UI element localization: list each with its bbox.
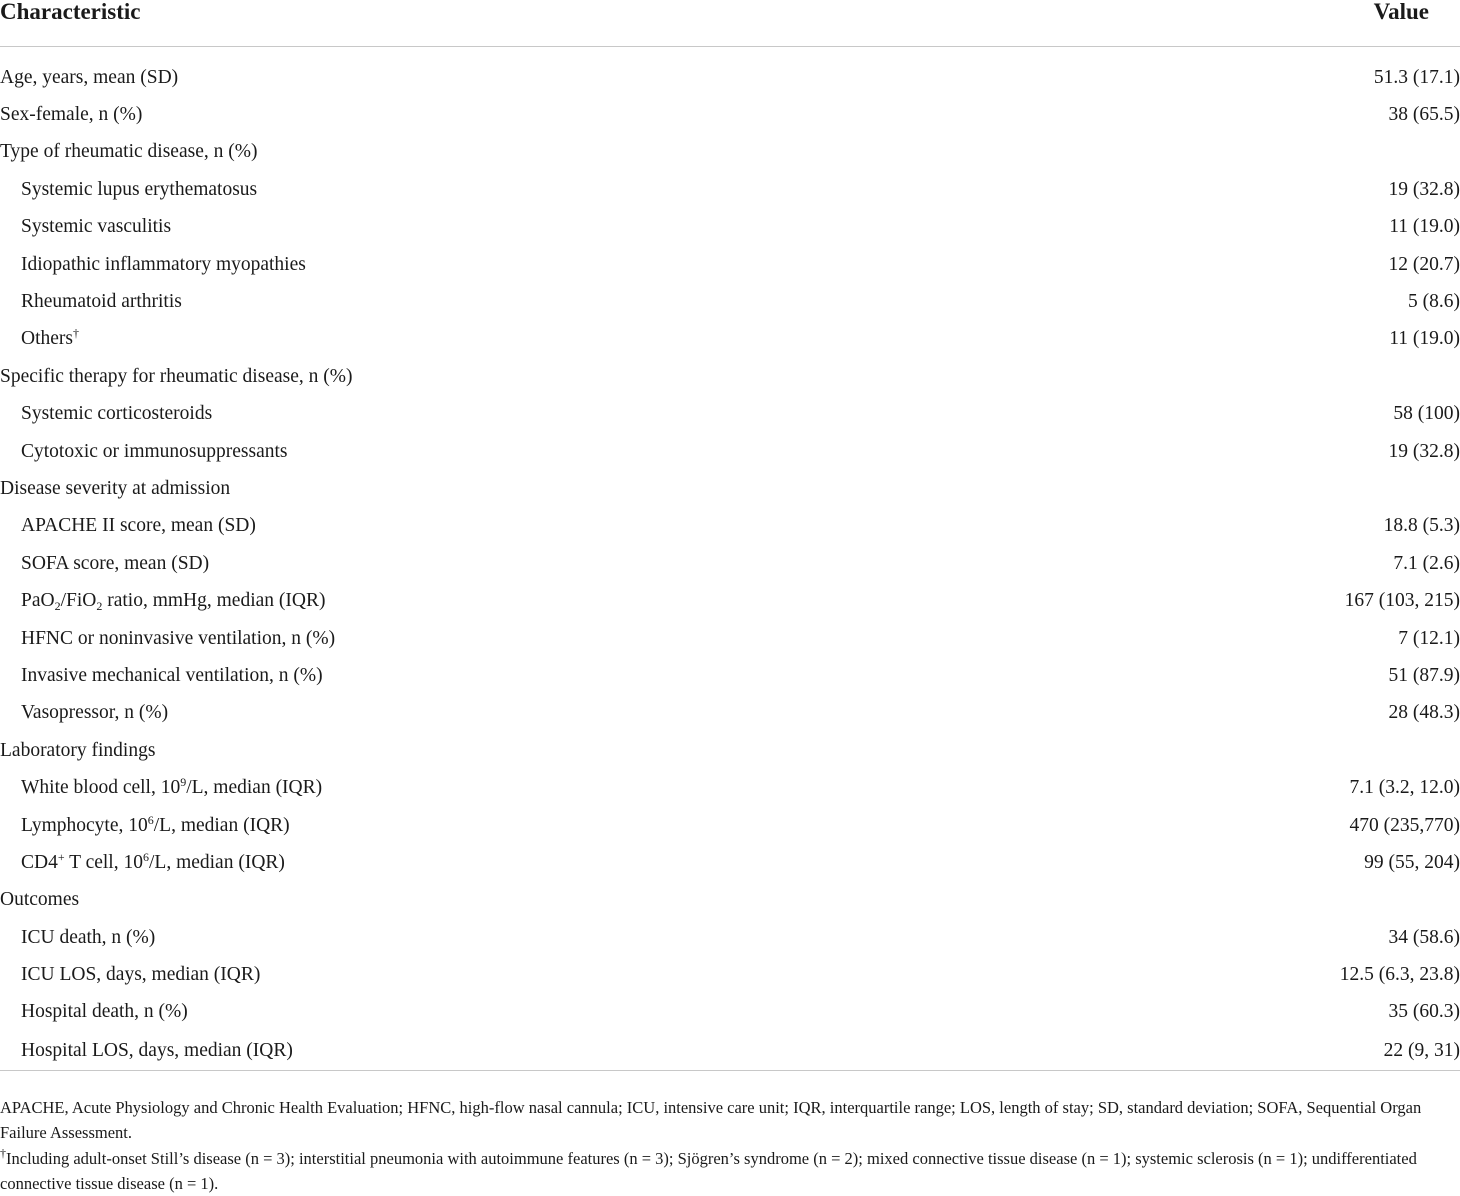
table-row (0, 545, 1460, 582)
row-label (0, 59, 1220, 96)
row-label (0, 582, 1220, 619)
row-label-text: Invasive mechanical ventilation, n (%) (21, 664, 323, 686)
row-label (0, 246, 1220, 283)
row-label-text: ICU death, n (%) (21, 926, 156, 948)
row-value: 58 (100) (1393, 403, 1460, 425)
dagger-mark: † (0, 1146, 6, 1160)
row-label-text: Age, years, mean (SD) (0, 66, 179, 88)
row-label (0, 209, 1220, 246)
table-row (0, 209, 1460, 246)
row-label (0, 508, 1220, 545)
table-row (0, 919, 1460, 956)
table-row (0, 59, 1460, 96)
row-label-text: Rheumatoid arthritis (21, 291, 182, 313)
row-label (0, 545, 1220, 582)
row-label (0, 1031, 1220, 1071)
abbreviations-footnote: APACHE, Acute Physiology and Chronic Health Evaluation; HFNC, high-flow nasal cannula; ICU, intensive care unit; IQR, interquartile range; LOS, length of stay; SD, standard deviation; SOFA, Sequential Organ Failure Assessment. (0, 1098, 1422, 1142)
row-label (0, 956, 1220, 993)
dagger-footnote (0, 1146, 1460, 1196)
header-spacer (0, 47, 1460, 60)
row-label-text: Laboratory findings (0, 739, 156, 761)
row-value (1220, 882, 1460, 919)
row-label-text: HFNC or noninvasive ventilation, n (%) (21, 627, 336, 649)
row-label (0, 732, 1220, 769)
row-label (0, 396, 1220, 433)
table-body (0, 47, 1460, 1071)
row-label-text: CD4 (21, 851, 58, 873)
row-value: 11 (19.0) (1389, 216, 1460, 238)
row-value: 34 (58.6) (1388, 926, 1460, 948)
dagger-footnote-text: Including adult-onset Still’s disease (n = 3); interstitial pneumonia with autoimmune features (n = 3); Sjögren’s syndrome (n = 2); mixed connective tissue disease (n = 1); systemic sclerosis (n = 1); undifferentiated connective tissue disease (n = 1). (0, 1149, 1417, 1193)
table-row (0, 358, 1460, 395)
row-label (0, 433, 1220, 470)
table-row (0, 134, 1460, 171)
row-label (0, 134, 1220, 171)
row-label-text: /L, median (IQR) (186, 777, 323, 799)
row-label-text: SOFA score, mean (SD) (21, 552, 210, 574)
row-label (0, 283, 1220, 320)
row-label (0, 620, 1220, 657)
row-label-text: Lymphocyte, 10 (21, 814, 148, 836)
row-label-text: White blood cell, 10 (21, 777, 181, 799)
row-label (0, 882, 1220, 919)
row-label (0, 657, 1220, 694)
row-value: 35 (60.3) (1388, 1001, 1460, 1023)
row-label-text: Hospital death, n (%) (21, 1001, 188, 1023)
row-label-text: /L, median (IQR) (148, 851, 285, 873)
table-row (0, 321, 1460, 358)
table-row (0, 582, 1460, 619)
row-label-text: Sex-female, n (%) (0, 104, 143, 126)
row-label-text: Type of rheumatic disease, n (%) (0, 141, 258, 163)
table-row (0, 171, 1460, 208)
table-row (0, 508, 1460, 545)
row-label-text: Disease severity at admission (0, 477, 231, 499)
header-characteristic: Characteristic (0, 0, 1220, 47)
table-row (0, 732, 1460, 769)
row-label-text: APACHE II score, mean (SD) (21, 515, 256, 537)
row-value (1220, 358, 1460, 395)
row-value (1220, 732, 1460, 769)
row-label-text: Vasopressor, n (%) (21, 702, 169, 724)
row-value: 167 (103, 215) (1344, 590, 1460, 612)
row-label-text: /L, median (IQR) (153, 814, 290, 836)
table-row (0, 96, 1460, 133)
row-label-text: T cell, 10 (64, 851, 143, 873)
row-label (0, 994, 1220, 1031)
row-value: 18.8 (5.3) (1383, 515, 1460, 537)
row-label (0, 321, 1220, 358)
row-value: 12 (20.7) (1388, 253, 1460, 275)
row-value: 12.5 (6.3, 23.8) (1339, 964, 1460, 986)
table-row (0, 433, 1460, 470)
row-label-superscript: † (73, 326, 79, 341)
row-label-text: ratio, mmHg, median (IQR) (102, 590, 326, 612)
row-label-superscript: 6 (142, 849, 149, 864)
table-header (0, 0, 1460, 47)
row-value: 7.1 (2.6) (1393, 552, 1460, 574)
row-label (0, 695, 1220, 732)
row-label-text: Systemic lupus erythematosus (21, 178, 258, 200)
row-label-text: Outcomes (0, 889, 80, 911)
row-label-text: Idiopathic inflammatory myopathies (21, 253, 306, 275)
row-value: 7.1 (3.2, 12.0) (1349, 777, 1460, 799)
table-row (0, 246, 1460, 283)
row-label-text: /FiO (60, 590, 97, 612)
table-row (0, 769, 1460, 806)
table-row (0, 470, 1460, 507)
row-value: 470 (235,770) (1349, 814, 1460, 836)
row-value (1220, 134, 1460, 171)
row-label-text: Systemic corticosteroids (21, 403, 213, 425)
row-value: 28 (48.3) (1388, 702, 1460, 724)
row-label-text: Specific therapy for rheumatic disease, n (%) (0, 365, 353, 387)
row-value: 5 (8.6) (1408, 291, 1460, 313)
row-label (0, 844, 1220, 881)
table-row (0, 882, 1460, 919)
table-row (0, 844, 1460, 881)
row-value: 7 (12.1) (1398, 627, 1460, 649)
row-label-text: PaO (21, 590, 55, 612)
row-value: 51 (87.9) (1388, 664, 1460, 686)
row-label-subscript: 2 (96, 599, 103, 614)
row-label (0, 919, 1220, 956)
row-label-superscript: 9 (180, 775, 187, 790)
header-row (0, 0, 1460, 47)
row-label-superscript: 6 (147, 812, 154, 827)
row-label-subscript: 2 (54, 599, 61, 614)
row-value: 19 (32.8) (1388, 178, 1460, 200)
table-footnotes (0, 1095, 1460, 1196)
table-row (0, 807, 1460, 844)
row-label-superscript: + (57, 849, 65, 864)
table-row (0, 994, 1460, 1031)
row-value: 22 (9, 31) (1220, 1031, 1460, 1071)
table-row (0, 956, 1460, 993)
row-label-text: Cytotoxic or immunosuppressants (21, 440, 288, 462)
row-label (0, 96, 1220, 133)
row-value: 99 (55, 204) (1364, 851, 1460, 873)
row-label (0, 807, 1220, 844)
row-value: 51.3 (17.1) (1373, 66, 1460, 88)
row-label-text: ICU LOS, days, median (IQR) (21, 964, 261, 986)
table-row (0, 695, 1460, 732)
table-row (0, 620, 1460, 657)
row-label-text: Others (21, 328, 73, 350)
row-label (0, 769, 1220, 806)
table-row (0, 1031, 1460, 1071)
row-label-text: Hospital LOS, days, median (IQR) (21, 1039, 293, 1061)
row-label (0, 358, 1220, 395)
row-value: 38 (65.5) (1388, 104, 1460, 126)
row-value: 11 (19.0) (1389, 328, 1460, 350)
table-row (0, 657, 1460, 694)
table-row (0, 396, 1460, 433)
header-value: Value (1220, 0, 1460, 47)
row-label (0, 470, 1220, 507)
table-row (0, 283, 1460, 320)
row-label-text: Systemic vasculitis (21, 216, 172, 238)
row-value (1220, 470, 1460, 507)
row-value: 19 (32.8) (1388, 440, 1460, 462)
row-label (0, 171, 1220, 208)
